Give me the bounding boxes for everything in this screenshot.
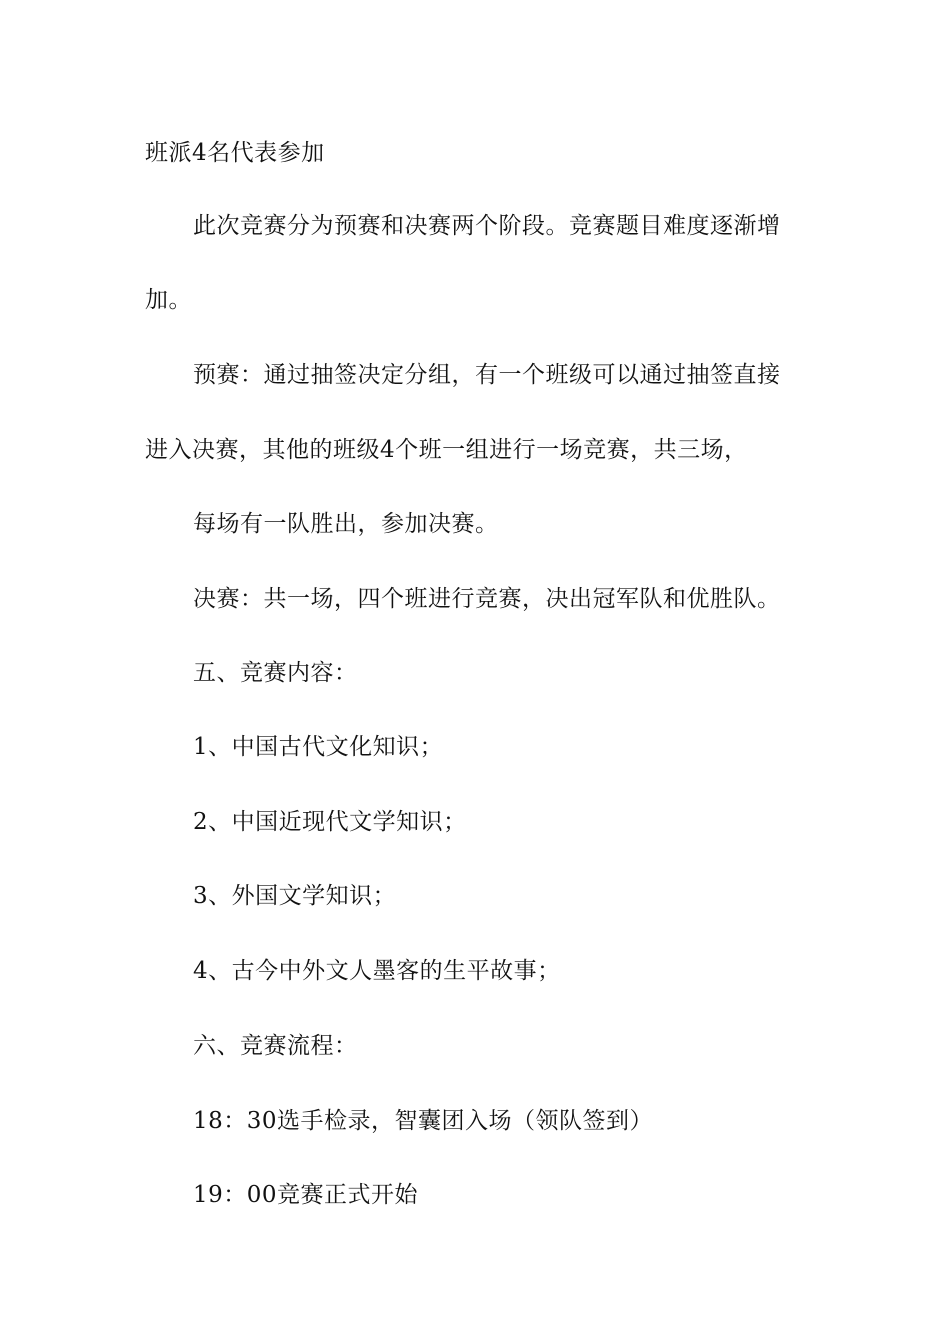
list-item-content-1: 1、中国古代文化知识； [193,734,444,760]
text-line-participants: 班派4名代表参加 [145,140,325,166]
text-line-stages: 此次竞赛分为预赛和决赛两个阶段。竞赛题目难度逐渐增 [193,213,781,239]
list-item-content-3: 3、外国文学知识； [193,883,397,909]
list-item-content-4: 4、古今中外文人墨客的生平故事； [193,958,561,984]
text-line-stages-cont: 加。 [145,287,192,313]
schedule-item-checkin: 18：30选手检录，智囊团入场（领队签到） [193,1108,654,1134]
list-item-content-2: 2、中国近现代文学知识； [193,809,467,835]
text-line-preliminary-cont: 进入决赛，其他的班级4个班一组进行一场竞赛，共三场， [145,437,748,463]
schedule-item-start: 19：00竞赛正式开始 [193,1182,419,1208]
section-heading-content: 五、竞赛内容： [193,660,358,686]
section-heading-process: 六、竞赛流程： [193,1033,358,1059]
text-line-final: 决赛：共一场，四个班进行竞赛，决出冠军队和优胜队。 [193,586,781,612]
text-line-preliminary: 预赛：通过抽签决定分组，有一个班级可以通过抽签直接 [193,362,781,388]
text-line-preliminary-result: 每场有一队胜出，参加决赛。 [193,511,499,537]
